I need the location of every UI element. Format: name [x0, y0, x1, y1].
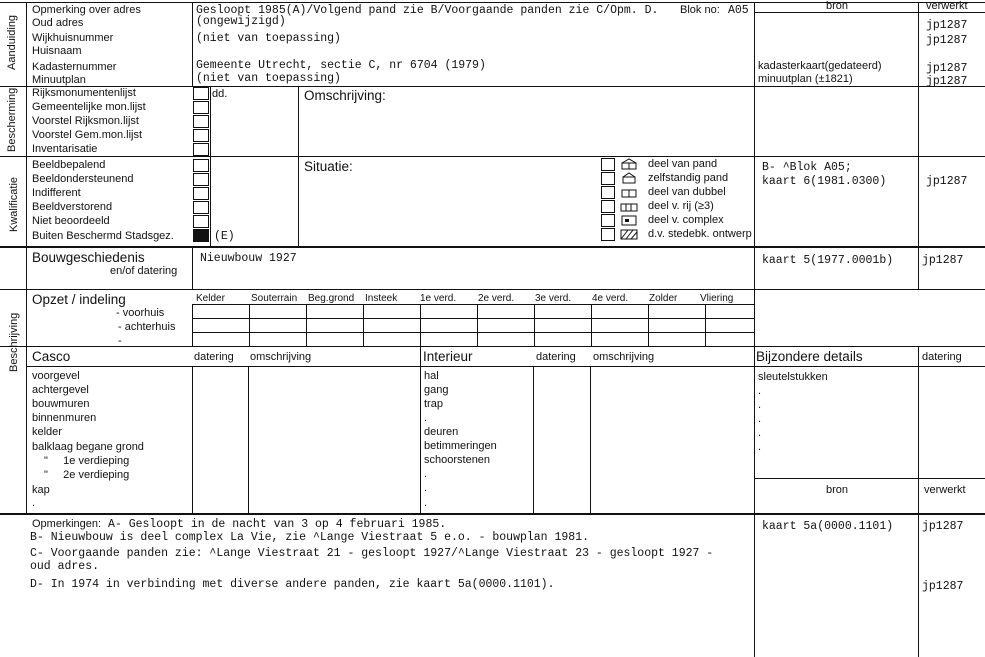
casco-item: bouwmuren: [32, 398, 90, 410]
interieur-item: .: [424, 497, 428, 509]
casco-item: voorgevel: [32, 370, 80, 382]
opmerkingen-verwerkt: jp1287: [922, 580, 964, 593]
kwalificatie-item: Beeldverstorend: [32, 201, 113, 213]
verwerkt-value: jp1287: [926, 75, 968, 88]
details-item: .: [758, 385, 762, 397]
situatie-checkbox[interactable]: [601, 158, 615, 171]
situatie-item: deel v. rij (≥3): [648, 200, 714, 212]
omschrijving-label: Omschrijving:: [304, 88, 386, 103]
details-item: .: [758, 427, 762, 439]
dd-label: dd.: [212, 88, 228, 100]
interieur-item: betimmeringen: [424, 440, 497, 452]
kwalificatie-checkbox[interactable]: [193, 201, 209, 214]
bescherming-item: Voorstel Rijksmon.lijst: [32, 115, 139, 127]
situatie-label: Situatie:: [304, 159, 353, 174]
details-label: Bijzondere details: [756, 349, 863, 364]
details-datering-header: datering: [922, 351, 962, 363]
bescherming-section-label: Bescherming: [6, 87, 18, 152]
opmerking-line: A- Gesloopt in de nacht van 3 op 4 februari 1985.: [108, 518, 447, 531]
opzet-column: 4e verd.: [592, 293, 629, 304]
opzet-row: - achterhuis: [118, 321, 176, 333]
bescherming-checkbox[interactable]: [193, 129, 209, 142]
aanduiding-section-label: Aanduiding: [6, 14, 18, 70]
opzet-column: Beg.grond: [308, 293, 355, 304]
opmerkingen-verwerkt: jp1287: [922, 520, 964, 533]
opmerking-adres-value: Gesloopt 1985(A)/Volgend pand zie B/Voorgaande panden zie C/Opm. D.: [196, 4, 659, 17]
kwalificatie-checkbox[interactable]: [193, 173, 209, 186]
casco-datering-header: datering: [194, 351, 234, 363]
details-verwerkt-header: verwerkt: [924, 484, 966, 496]
interieur-omschrijving-header: omschrijving: [593, 351, 655, 363]
opzet-column: 2e verd.: [478, 293, 515, 304]
bescherming-item: Gemeentelijke mon.lijst: [32, 101, 146, 113]
bouwgeschiedenis-label: Bouwgeschiedenis: [32, 250, 145, 265]
datering-label: en/of datering: [110, 265, 178, 277]
interieur-item: deuren: [424, 426, 459, 438]
bescherming-item: Rijksmonumentenlijst: [32, 87, 136, 99]
bron-kadaster: kadasterkaart(gedateerd): [758, 60, 882, 72]
kwalificatie-item: Buiten Beschermd Stadsgez.: [32, 230, 174, 242]
bescherming-checkbox[interactable]: [193, 143, 209, 156]
interieur-item: .: [424, 482, 428, 494]
situatie-checkbox[interactable]: [601, 200, 615, 213]
details-bron-header: bron: [826, 484, 849, 496]
bescherming-checkbox[interactable]: [193, 87, 209, 100]
opmerking-line: C- Voorgaande panden zie: ^Lange Viestraat 21 - gesloopt 1927/^Lange Viestraat 23 - gesloopt 1927 -: [30, 547, 714, 560]
kwalificatie-item: Beeldondersteunend: [32, 173, 134, 185]
opzet-column: Zolder: [649, 293, 678, 304]
interieur-item: trap: [424, 398, 443, 410]
details-item: .: [758, 413, 762, 425]
casco-item: " 1e verdieping: [44, 455, 130, 467]
casco-omschrijving-header: omschrijving: [250, 351, 312, 363]
verwerkt-value: jp1287: [926, 19, 968, 32]
bescherming-checkbox[interactable]: [193, 101, 209, 114]
field-label: Kadasternummer: [32, 61, 117, 73]
casco-label: Casco: [32, 349, 71, 364]
opzet-column: Kelder: [196, 293, 225, 304]
casco-item: binnenmuren: [32, 412, 97, 424]
opzet-row: -: [118, 335, 122, 347]
situatie-checkbox[interactable]: [601, 186, 615, 199]
casco-item: kap: [32, 484, 50, 496]
opzet-column: 1e verd.: [420, 293, 457, 304]
opzet-column: Vliering: [700, 293, 734, 304]
complex-icon: [620, 214, 638, 226]
kwalificatie-item: Beeldbepalend: [32, 159, 106, 171]
opzet-column: Souterrain: [251, 293, 298, 304]
situatie-item: d.v. stedebk. ontwerp: [648, 228, 752, 240]
bescherming-item: Inventarisatie: [32, 143, 98, 155]
opzet-column: Insteek: [365, 293, 398, 304]
opmerking-line: B- Nieuwbouw is deel complex La Vie, zie ^Lange Viestraat 5 e.o. - bouwplan 1981.: [30, 531, 589, 544]
field-label: Minuutplan: [32, 74, 86, 86]
casco-item: achtergevel: [32, 384, 89, 396]
field-label: Oud adres: [32, 17, 84, 29]
urban-design-icon: [620, 228, 638, 240]
situatie-checkbox[interactable]: [601, 228, 615, 241]
kwalificatie-checkbox[interactable]: [193, 215, 209, 228]
details-item: .: [758, 441, 762, 453]
semi-detached-icon: [620, 186, 638, 198]
interieur-item: schoorstenen: [424, 454, 491, 466]
situatie-item: zelfstandig pand: [648, 172, 729, 184]
opzet-column: 3e verd.: [535, 293, 572, 304]
kwalificatie-bron-line: B- ^Blok A05;: [762, 161, 852, 174]
blok-no-value: A05: [728, 4, 749, 17]
situatie-item: deel v. complex: [648, 214, 724, 226]
situatie-checkbox[interactable]: [601, 172, 615, 185]
oud-adres-value: (ongewijzigd): [196, 15, 286, 28]
wijkhuisnummer-value: (niet van toepassing): [196, 32, 341, 45]
bouw-verwerkt: jp1287: [922, 254, 964, 267]
bron-minuutplan: minuutplan (±1821): [758, 73, 853, 85]
opzet-row: - voorhuis: [116, 307, 165, 319]
casco-item: kelder: [32, 426, 62, 438]
e-mark: (E): [214, 230, 235, 243]
situatie-item: deel van dubbel: [648, 186, 726, 198]
kwalificatie-checkbox[interactable]: [193, 187, 209, 200]
situatie-item: deel van pand: [648, 158, 718, 170]
bescherming-item: Voorstel Gem.mon.lijst: [32, 129, 143, 141]
kwalificatie-item: Niet beoordeeld: [32, 215, 110, 227]
casco-item: .: [32, 497, 36, 509]
beschrijving-section-label: Beschrijving: [8, 312, 20, 372]
bouw-bron: kaart 5(1977.0001b): [762, 254, 894, 267]
detached-house-icon: [620, 172, 638, 184]
kwalificatie-item: Indifferent: [32, 187, 81, 199]
details-item: sleutelstukken: [758, 371, 828, 383]
house-part-icon: [620, 158, 638, 170]
kwalificatie-verwerkt: jp1287: [926, 175, 968, 188]
field-label: Opmerking over adres: [32, 4, 141, 16]
verwerkt-value: jp1287: [926, 62, 968, 75]
interieur-item: .: [424, 412, 428, 424]
opzet-label: Opzet / indeling: [32, 292, 126, 307]
kwalificatie-checkbox[interactable]: [193, 159, 209, 172]
bron-header: bron: [826, 0, 849, 12]
minuutplan-value: (niet van toepassing): [196, 72, 341, 85]
kwalificatie-checkbox-checked[interactable]: [193, 229, 209, 242]
verwerkt-value: jp1287: [926, 34, 968, 47]
situatie-checkbox[interactable]: [601, 214, 615, 227]
kwalificatie-bron-line: kaart 6(1981.0300): [762, 175, 887, 188]
casco-item: " 2e verdieping: [44, 469, 130, 481]
interieur-datering-header: datering: [536, 351, 576, 363]
blok-no-label: Blok no:: [680, 4, 720, 16]
opmerkingen-label: Opmerkingen:: [32, 518, 102, 530]
opmerkingen-bron: kaart 5a(0000.1101): [762, 520, 894, 533]
interieur-item: gang: [424, 384, 449, 396]
interieur-item: .: [424, 468, 428, 480]
opmerking-line: oud adres.: [30, 560, 100, 573]
kadasternummer-value: Gemeente Utrecht, sectie C, nr 6704 (1979): [196, 59, 486, 72]
bouwgeschiedenis-value: Nieuwbouw 1927: [200, 252, 297, 265]
kwalificatie-section-label: Kwalificatie: [8, 176, 20, 232]
opmerking-line: D- In 1974 in verbinding met diverse andere panden, zie kaart 5a(0000.1101).: [30, 578, 555, 591]
field-label: Huisnaam: [32, 45, 82, 57]
row-house-icon: [620, 200, 638, 212]
bescherming-checkbox[interactable]: [193, 115, 209, 128]
interieur-label: Interieur: [423, 349, 473, 364]
casco-item: balklaag begane grond: [32, 441, 144, 453]
details-item: .: [758, 399, 762, 411]
interieur-item: hal: [424, 370, 439, 382]
field-label: Wijkhuisnummer: [32, 32, 114, 44]
verwerkt-header: verwerkt: [926, 0, 968, 12]
